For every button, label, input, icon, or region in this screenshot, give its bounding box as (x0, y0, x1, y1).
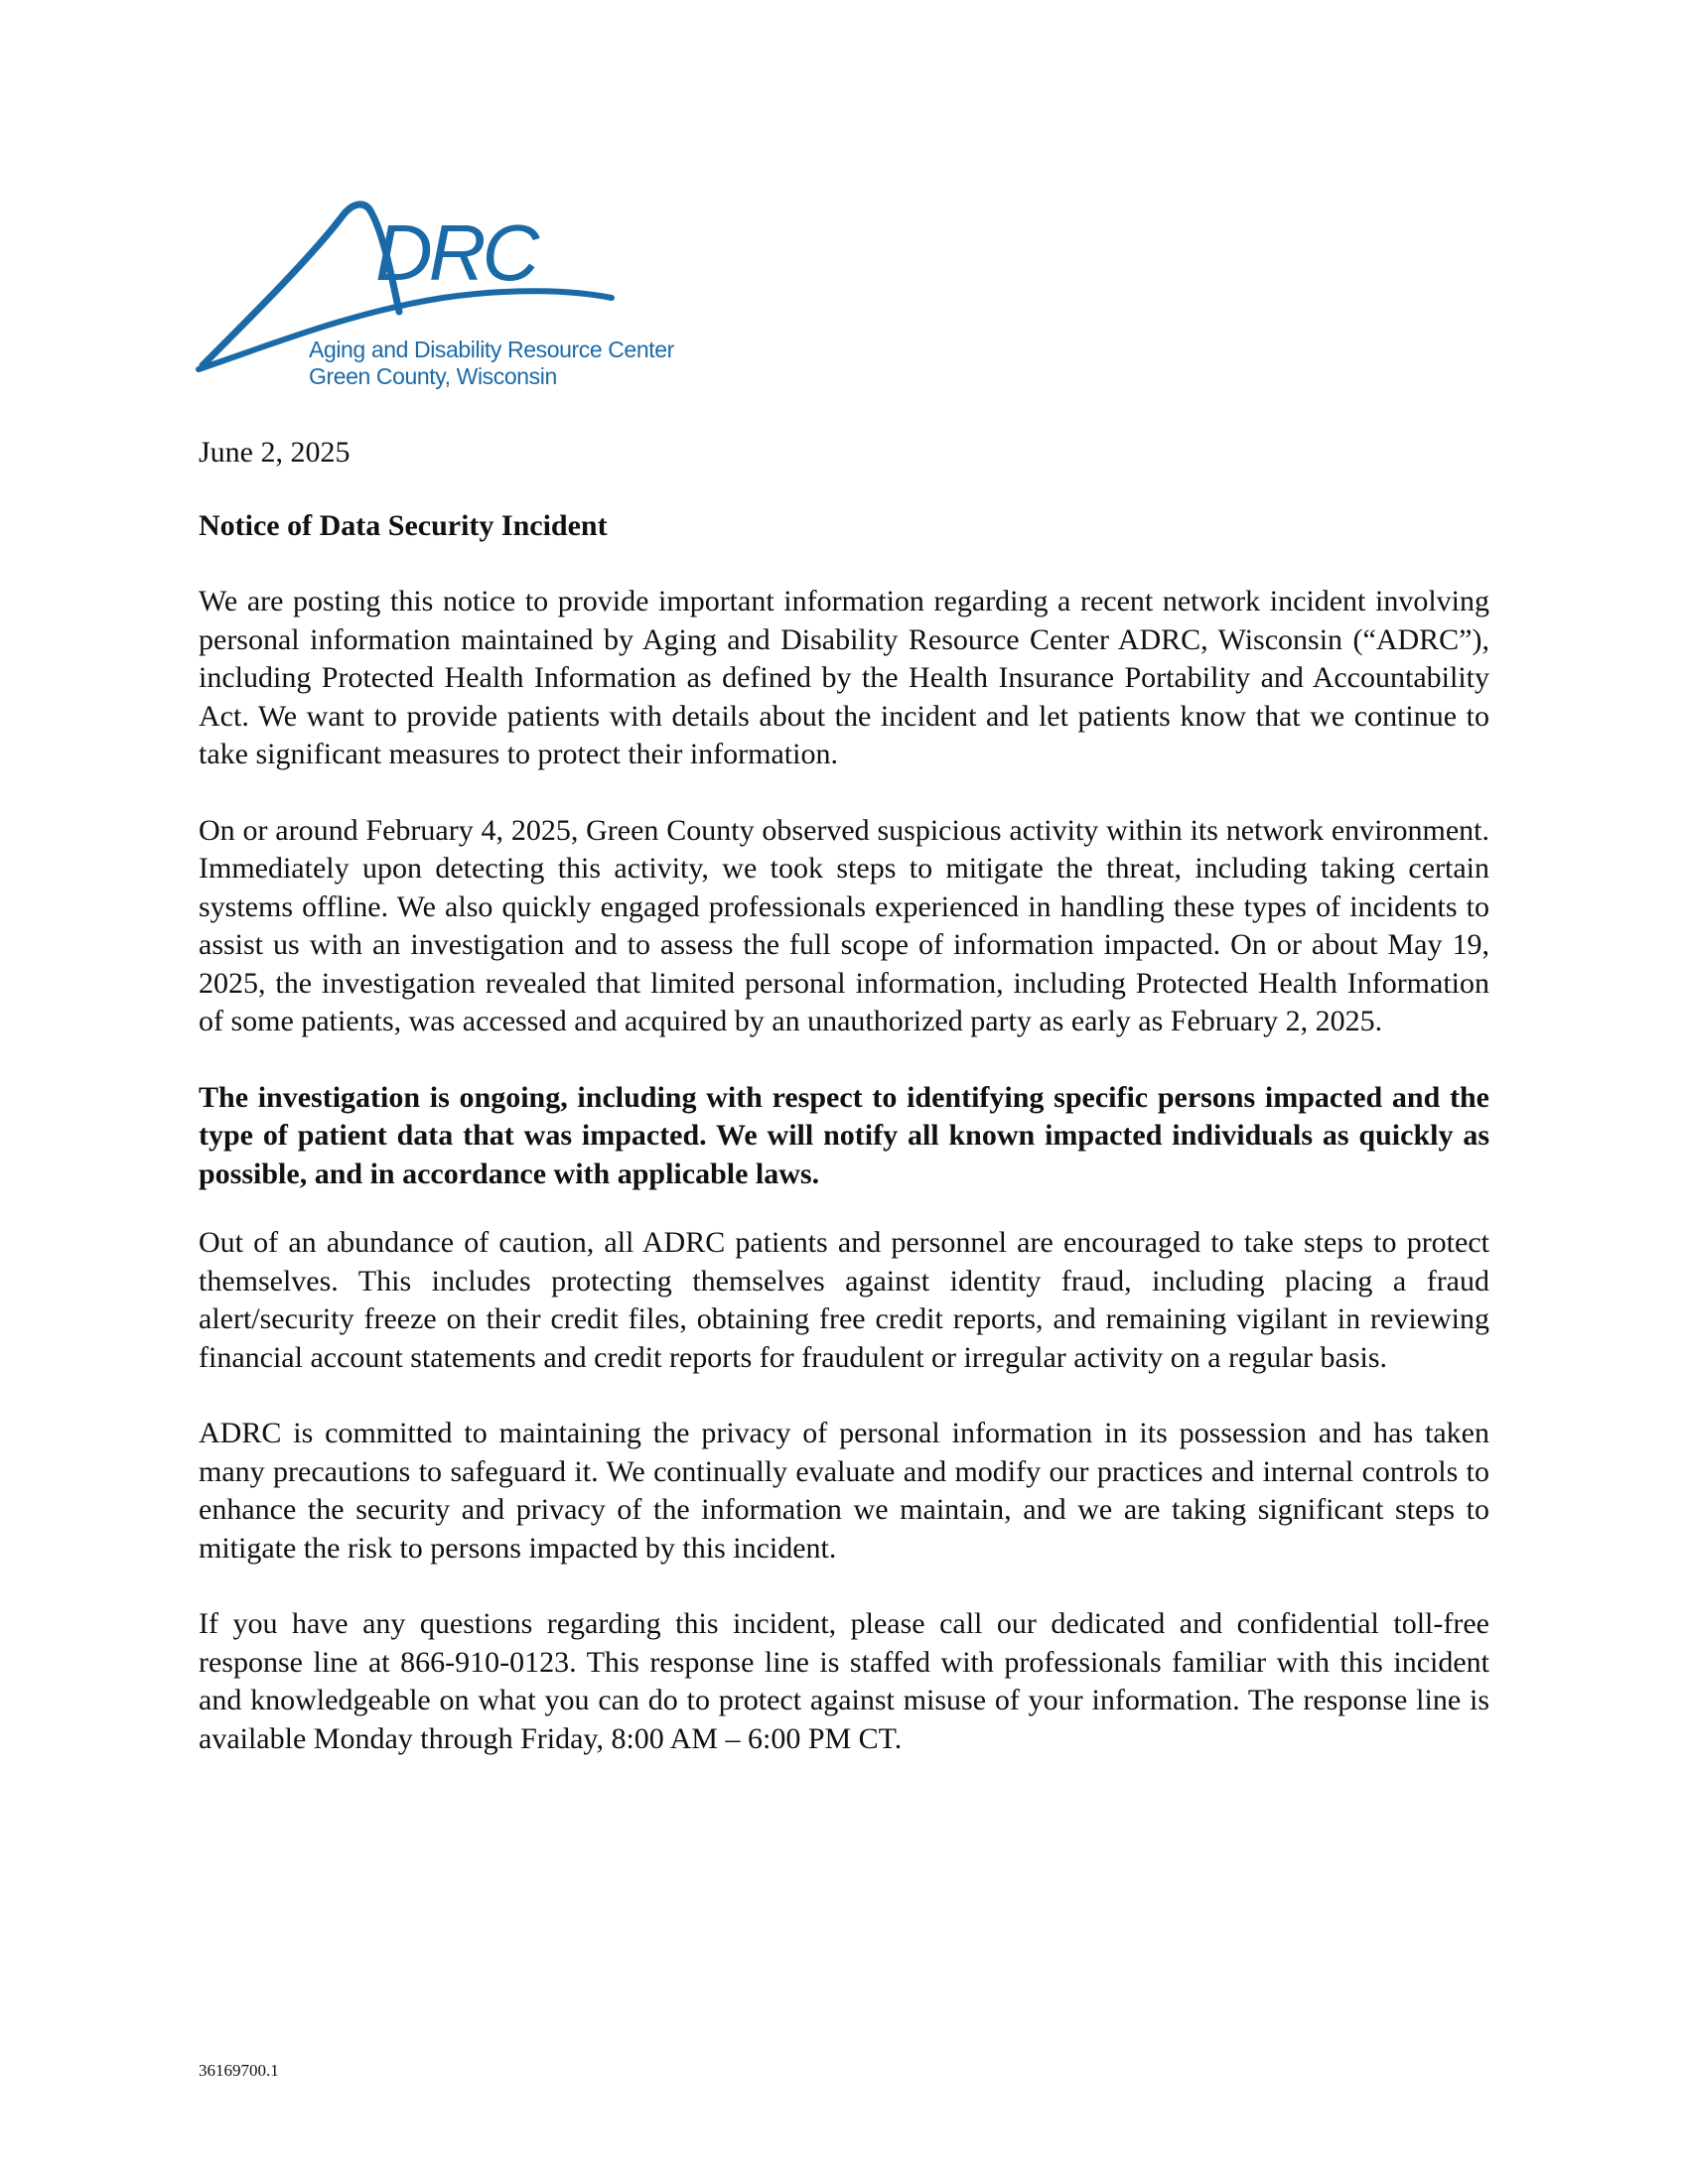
logo-org-name: Aging and Disability Resource Center (309, 337, 674, 362)
paragraph-commitment: ADRC is committed to maintaining the privacy of personal information in its possession and has taken many precautions to safeguard it. We continually evaluate and modify our practices and internal controls to enhance the security and privacy of the information we maintain, and we are taking significant steps to mitigate the risk to persons impacted by this incident. (199, 1417, 1489, 1565)
letter-body (199, 434, 1489, 1796)
paragraph-incident: On or around February 4, 2025, Green County observed suspicious activity within its network environment. Immediately upon detecting this activity, we took steps to mitigate the threat, including taking certain systems offline. We also quickly engaged professionals experienced in handling these types of incidents to assist us with an investigation and to assess the full scope of information impacted. On or about May 19, 2025, the investigation revealed that limited personal information, including Protected Health Information of some patients, was accessed and acquired by an unauthorized party as early as February 2, 2025. (199, 813, 1489, 1037)
letter-date: June 2, 2025 (199, 436, 351, 469)
letter-title: Notice of Data Security Incident (199, 508, 608, 542)
adrc-logo (195, 195, 674, 403)
logo-wordmark: DRC (375, 208, 536, 297)
paragraph-investigation: The investigation is ongoing, including with respect to identifying specific persons impacted and the type of patient data that was impacted. We will notify all known impacted individuals as quickly as possible, and in accordance with applicable laws. (199, 1080, 1489, 1190)
paragraph-contact: If you have any questions regarding this incident, please call our dedicated and confidential toll-free response line at 866-910-0123. This response line is staffed with professionals familiar with this incident and knowledgeable on what you can do to protect against misuse of your information. The response line is available Monday through Friday, 8:00 AM – 6:00 PM CT. (199, 1607, 1489, 1755)
document-id: 36169700.1 (199, 2061, 279, 2080)
paragraph-intro: We are posting this notice to provide important information regarding a recent network incident involving personal information maintained by Aging and Disability Resource Center ADRC, Wisconsin (“ADRC”), including Protected Health Information as defined by the Health Insurance Portability and Accountability Act. We want to provide patients with details about the incident and let patients know that we continue to take significant measures to protect their information. (199, 585, 1489, 770)
paragraph-precautions: Out of an abundance of caution, all ADRC patients and personnel are encouraged to take steps to protect themselves. This includes protecting themselves against identity fraud, including placing a fraud alert/security freeze on their credit files, obtaining free credit reports, and remaining vigilant in reviewing financial account statements and credit reports for fraudulent or irregular activity on a regular basis. (199, 1226, 1489, 1374)
logo-location: Green County, Wisconsin (309, 363, 557, 389)
